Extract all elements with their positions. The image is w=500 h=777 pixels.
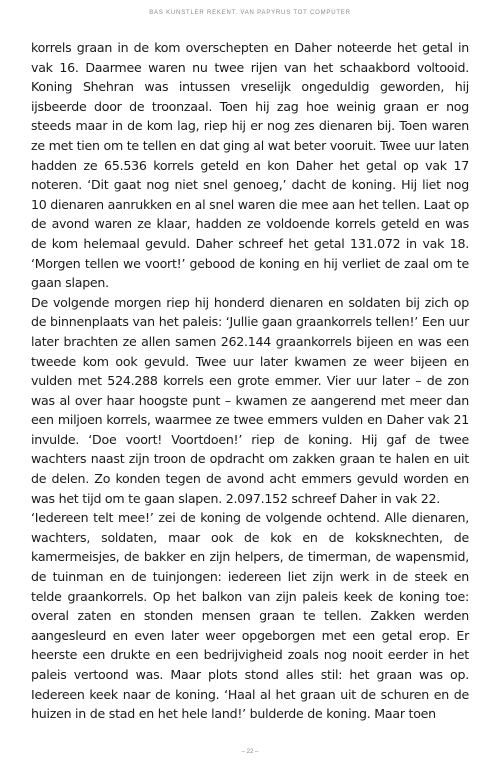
page-number: – 22 – [241,749,259,755]
paragraph: ‘Iedereen telt mee!’ zei de koning de volgende ochtend. Alle dienaren, wachters, soldaten, maar ook de kok en de koksknechten, de kamermeisjes, de bakker en zijn helpers, de timerman, de wapensmid, de tuinman en de tuinjongen: iedereen liet zijn werk in de steek en telde graankorrels. Op het balkon van zijn paleis keek de koning toe: overal zaten en stonden mensen graan te tellen. Zakken werden aangesleurd en even later weer opgeborgen met een getal erop. Er heerste een drukte en een bedrijvigheid zoals nog nooit eerder in het paleis vertoond was. Maar plots stond alles stil: het graan was op. Iedereen keek naar de koning. ‘Haal al het graan uit de schuren en de huizen in de stad en het hele land!’ bulderde de koning. Maar toen [31,510,469,722]
running-header: BAS KUNSTLER REKENT. VAN PAPYRUS TOT COMPUTER [149,10,351,16]
paragraph: korrels graan in de kom overschepten en Daher noteerde het getal in vak 16. Daarmee waren nu twee rijen van het schaakbord voltooid. Koning Shehran was intussen vreselijk ongeduldig geworden, hij ijsbeerde door de troonzaal. Toen hij zag hoe weinig graan er nog steeds maar in de kom lag, riep hij er nog zes dienaren bij. Toen waren ze met tien om te tellen en dat ging al wat beter vooruit. Twee uur laten hadden ze 65.536 korrels geteld en kon Daher het getal op vak 17 noteren. ‘Dit gaat nog niet snel genoeg,’ dacht de koning. Hij liet nog 10 dienaren aanrukken en al snel waren die mee aan het tellen. Laat op de avond waren ze klaar, hadden ze voldoende korrels geteld en was de kom helemaal gevuld. Daher schreef het getal 131.072 in vak 18. ‘Morgen tellen we voort!’ gebood de koning en hij verliet de zaal om te gaan slapen. [31,40,469,291]
body-text [31,38,469,724]
paragraph: De volgende morgen riep hij honderd dienaren en soldaten bij zich op de binnenplaats van het paleis: ‘Jullie gaan graankorrels tellen!’ Een uur later brachten ze allen samen 262.144 graankorrels bijeen en was een tweede kom ook gevuld. Twee uur later kwamen ze weer bijeen en vulden met 524.288 korrels een grote emmer. Vier uur later – de zon was al over haar hoogste punt – kwamen ze aangerend met meer dan een miljoen korrels, waarmee ze twee emmers vulden en Daher vak 21 invulde. ‘Doe voort! Voortdoen!’ riep de koning. Hij gaf de twee wachters naast zijn troon de opdracht om zakken graan te halen en uit de delen. Zo konden tegen de avond acht emmers gevuld worden en was het tijd om te gaan slapen. 2.097.152 schreef Daher in vak 22. [31,294,469,506]
